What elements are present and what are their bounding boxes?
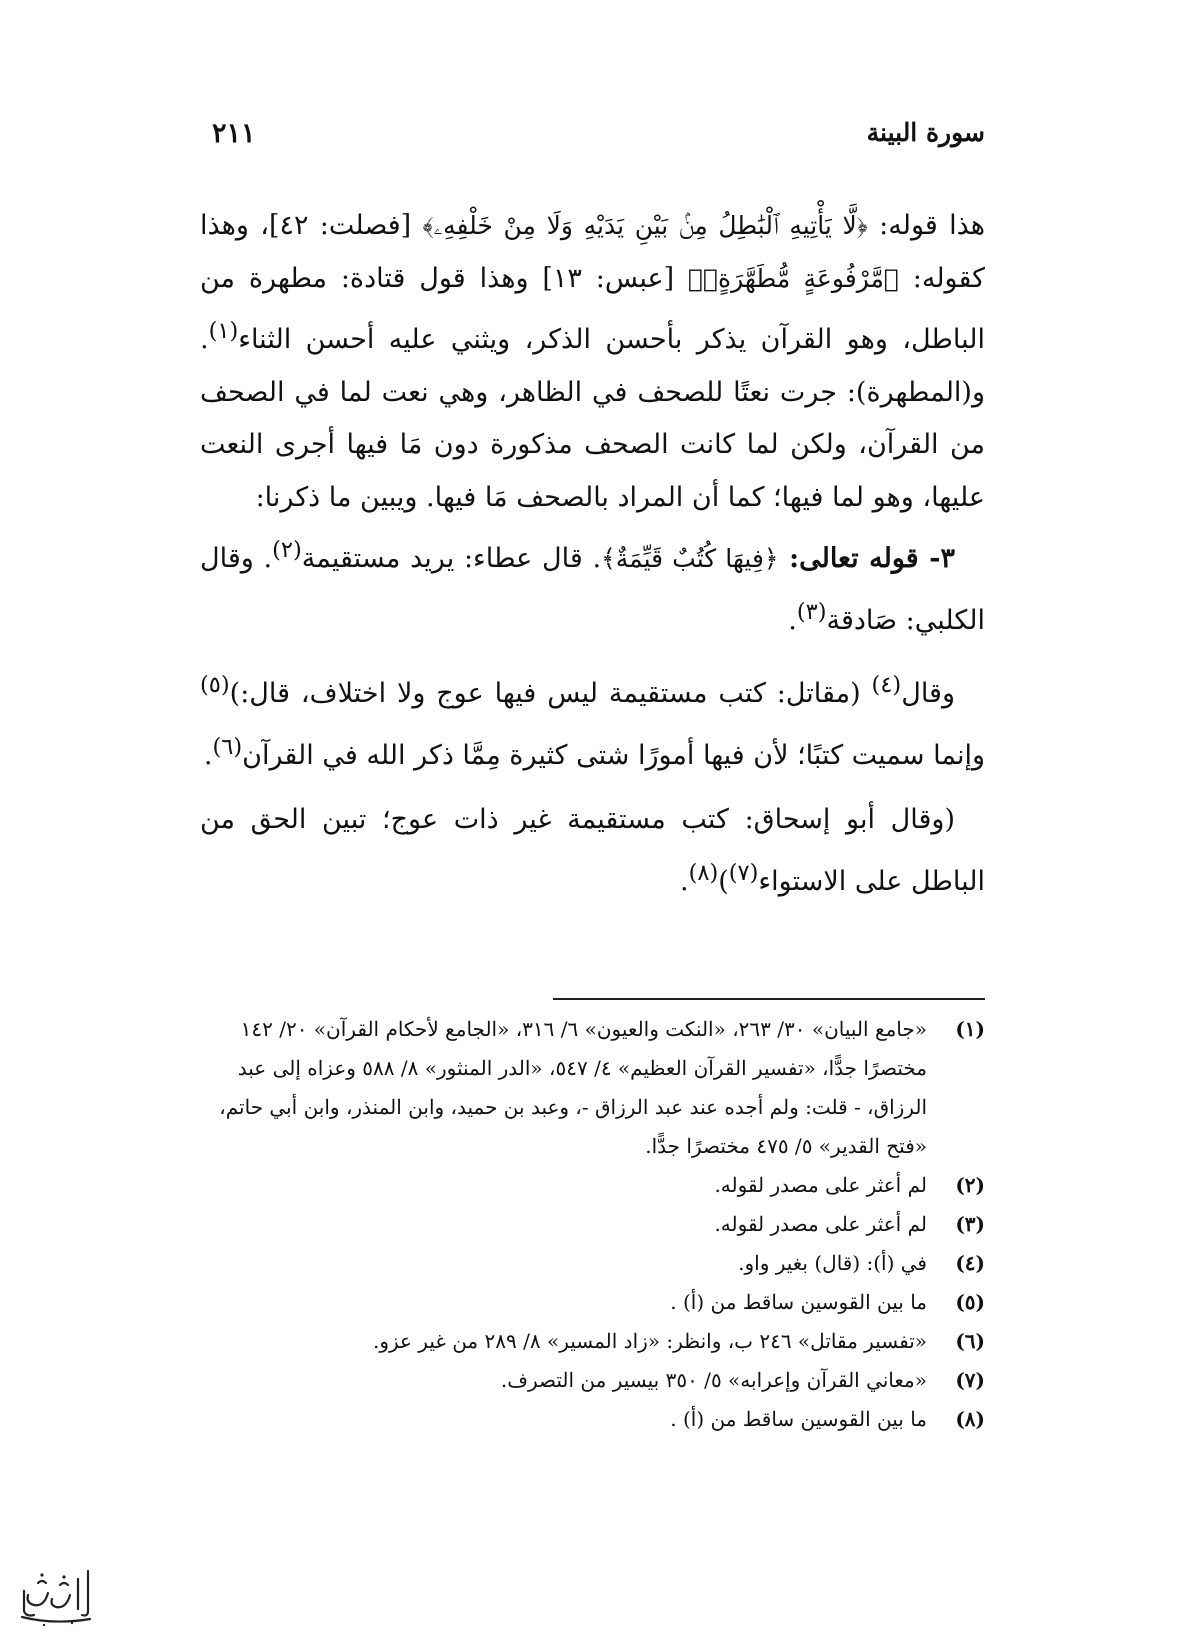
footnote-text: «تفسير مقاتل» ٢٤٦ ب، وانظر: «زاد المسير» ٨/ ٢٨٩ من غير عزو. xyxy=(372,1329,927,1353)
main-text xyxy=(200,200,985,908)
text-run: . xyxy=(788,604,797,636)
page-number: ٢١١ xyxy=(212,118,256,149)
footnotes xyxy=(200,1010,985,1439)
quran-verse: ﴿فِيهَا كُتُبٌ قَيِّمَةٌ﴾ xyxy=(601,544,779,573)
footnote-ref: (٦) xyxy=(212,733,243,760)
footnote-number: (٣) xyxy=(955,1212,985,1236)
footnote-number: (٦) xyxy=(955,1329,985,1353)
footnote-number: (٢) xyxy=(955,1173,985,1197)
text-run: وقال xyxy=(901,678,955,709)
text-run: [عبس: ١٣] وهذا قول قتادة: مطهرة من الباطل، وهو القرآن يذكر بأحسن الذكر، ويثني عليه أحسن الثناء xyxy=(200,262,985,355)
footnote-number: (٧) xyxy=(955,1368,985,1392)
paragraph-3 xyxy=(200,659,985,782)
text-run: (وقال أبو إسحاق: كتب مستقيمة غير ذات عوج؛ تبين الحق من الباطل على الاستواء xyxy=(200,804,985,897)
footnote-2 xyxy=(200,1166,985,1205)
verse-heading: ٣- قوله تعالى: xyxy=(778,543,955,574)
footnote-text: «معاني القرآن وإعرابه» ٥/ ٣٥٠ بيسير من التصرف. xyxy=(500,1368,927,1392)
text-run: . قال عطاء: يريد مستقيمة xyxy=(301,543,602,574)
footnote-ref: (٥) xyxy=(200,672,230,698)
footnote-text: لم أعثر على مصدر لقوله. xyxy=(714,1212,927,1236)
footnote-text: «جامع البيان» ٣٠/ ٢٦٣، «النكت والعيون» ٦/ ٣١٦، «الجامع لأحكام القرآن» ٢٠/ ١٤٢ مختصرًا جدًّا، «تفسير القرآن العظيم» ٤/ ٥٤٧، «الدر المنثور» ٨/ ٥٨٨ وعزاه إلى عبد الرزاق، - قلت: ولم أجده عند عبد الرزاق -، وعبد بن حميد، وابن المنذر، وابن أبي حاتم، «فتح القدير» ٥/ ٤٧٥ مختصرًا جدًّا. xyxy=(219,1017,927,1158)
calligraphy-logo-icon xyxy=(14,1565,96,1635)
footnote-text: لم أعثر على مصدر لقوله. xyxy=(714,1173,927,1197)
footnote-number: (٨) xyxy=(955,1407,985,1431)
footnote-number: (٥) xyxy=(955,1290,985,1314)
text-run: ) xyxy=(718,865,729,897)
footnote-1 xyxy=(200,1010,985,1166)
footnote-text: في (أ): (قال) بغير واو. xyxy=(738,1251,927,1275)
text-run: هذا قوله: xyxy=(867,210,986,241)
footnote-divider xyxy=(553,998,985,1000)
paragraph-1 xyxy=(200,200,985,524)
text-run: . و(المطهرة): جرت نعتًا للصحف في الظاهر، وهي نعت لما في الصحف من القرآن، ولكن لما كانت الصحف مذكورة دون مَا فيها أجرى النعت عليها، وهو لما فيها؛ كما أن المراد بالصحف مَا فيها. ويبين ما ذكرنا: xyxy=(200,324,985,513)
sura-title: سورة البينة xyxy=(866,118,985,147)
footnote-5 xyxy=(200,1283,985,1322)
paragraph-2 xyxy=(200,524,985,647)
text-run: (مقاتل: كتب مستقيمة ليس فيها عوج ولا اختلاف، قال:) xyxy=(229,678,872,709)
quran-verse: ﴿مَّرْفُوعَةٍ مُّطَهَّرَةٍۭ﴾ xyxy=(687,263,899,293)
footnote-number: (١) xyxy=(955,1017,985,1041)
footnote-6 xyxy=(200,1322,985,1361)
footnote-text: ما بين القوسين ساقط من (أ) . xyxy=(670,1290,927,1314)
footnote-4 xyxy=(200,1244,985,1283)
text-run: . xyxy=(679,865,689,897)
footnote-ref: (٣) xyxy=(796,598,827,625)
footnote-ref: (٧) xyxy=(728,859,759,886)
footnote-text: ما بين القوسين ساقط من (أ) . xyxy=(670,1407,927,1431)
footnote-number: (٤) xyxy=(955,1251,985,1275)
footnote-ref: (١) xyxy=(208,318,239,344)
text-run: . وقال الكلبي: صَادقة xyxy=(200,543,985,636)
footnote-ref: (٢) xyxy=(272,537,302,563)
footnote-ref: (٤) xyxy=(871,672,902,698)
page-header xyxy=(200,118,985,158)
footnote-3 xyxy=(200,1205,985,1244)
text-run: . xyxy=(203,739,213,771)
footnote-7 xyxy=(200,1361,985,1400)
text-run: وإنما سميت كتبًا؛ لأن فيها أمورًا شتى كثيرة مِمَّا ذكر الله في القرآن xyxy=(242,739,985,771)
quran-verse: ﴿لَّا يَأْتِيهِ ٱلْبَٰطِلُ مِنۢ بَيْنِ يَدَيْهِ وَلَا مِنْ خَلْفِهِۦ﴾ xyxy=(422,211,868,240)
footnote-8 xyxy=(200,1400,985,1439)
text-run: [فصلت: ٤٢]، وهذا كقوله: xyxy=(200,210,986,294)
footnote-ref: (٨) xyxy=(688,859,719,886)
paragraph-4 xyxy=(200,794,985,908)
